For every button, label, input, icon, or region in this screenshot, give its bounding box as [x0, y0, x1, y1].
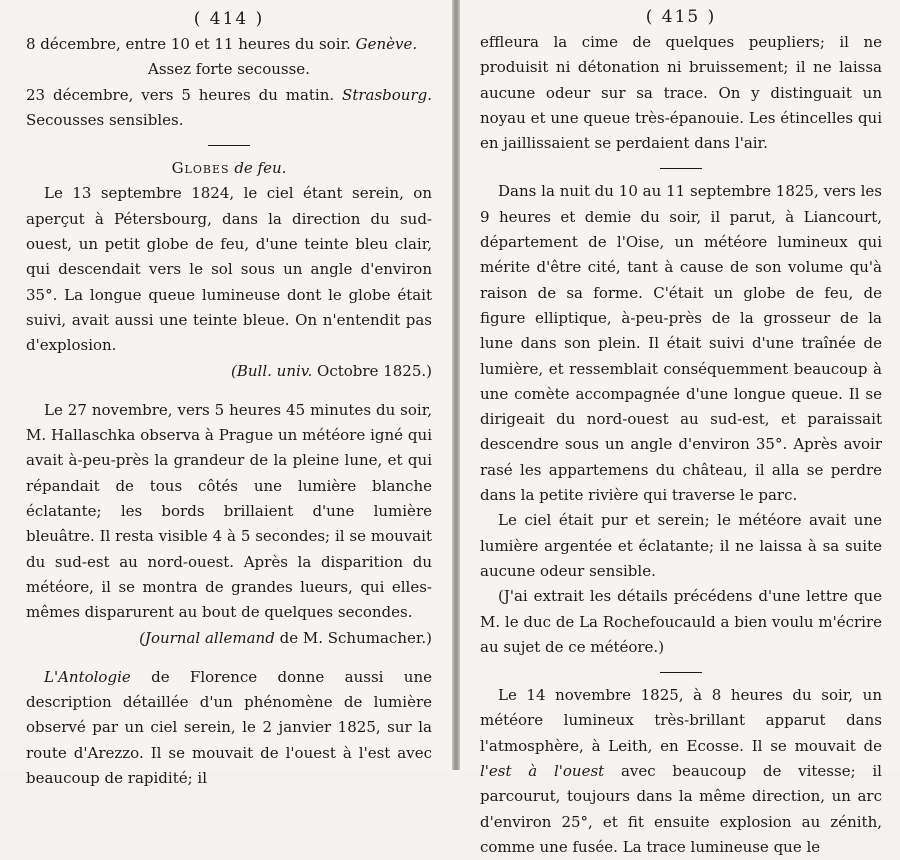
entry-geneve — [26, 32, 432, 57]
section-title — [26, 156, 432, 181]
section-title-smallcaps: Globes — [171, 159, 230, 178]
left-paragraph-3-text: de Florence donne aussi une description détaillée d'un phénomène de lumière observé par un ciel serein, le 2 janvier 1825, sur la route d'Arezzo. Il se mouvait de l'ouest à l'est avec beaucoup de rapidité; il — [26, 667, 432, 788]
entry-geneve-continued: Assez forte secousse. — [148, 60, 310, 79]
left-paragraph-1: Le 13 septembre 1824, le ciel étant serein, on aperçut à Pétersbourg, dans la direction du sud-ouest, un petit globe de feu, d'une teinte bleu clair, qui descendait vers le sol sous un angle d'environ 35°. La longue queue lumineuse dont le globe était suivi, avait aussi une teinte bleue. On n'entendit pas d'explosion. — [26, 184, 432, 355]
citation-2 — [26, 626, 432, 651]
left-paragraph-3 — [26, 665, 432, 791]
page-number-right: ( 415 ) — [645, 7, 717, 27]
entry-strasbourg-place: Strasbourg. — [342, 85, 432, 104]
right-paragraph-5-start: Le 14 novembre 1825, à 8 heures du soir, un météore lumineux très-brillant apparut dans l'atmosphère, à Leith, en Ecosse. Il se mouvait de — [480, 686, 882, 755]
section-divider — [660, 672, 702, 673]
right-paragraph-5 — [480, 683, 882, 860]
right-paragraph-5-end: avec beaucoup de vitesse; il parcourut, toujours dans la même direction, un arc d'environ 25°, et fit ensuite explosion au zénith, comme une fusée. La trace lumineuse que le — [480, 762, 882, 856]
left-page — [0, 0, 452, 788]
right-paragraph-5-mid: à — [528, 762, 538, 781]
citation-1-date: Octobre 1825.) — [317, 361, 432, 380]
right-paragraph-3: Le ciel était pur et serein; le météore avait une lumière argentée et éclatante; il ne laissa à sa suite aucune odeur sensible. — [480, 511, 882, 580]
section-divider — [660, 168, 702, 169]
entry-geneve-text: 8 décembre, entre 10 et 11 heures du soir. — [26, 35, 351, 53]
right-paragraph-5-ouest: l'ouest — [553, 762, 605, 781]
entry-geneve-place: Genève. — [355, 35, 418, 53]
entry-strasbourg — [26, 83, 432, 134]
spacer — [26, 384, 432, 398]
right-page — [460, 0, 900, 856]
page-number-left: ( 414 ) — [193, 9, 265, 29]
citation-1 — [26, 359, 432, 384]
left-paragraph-3-source: L'Antologie — [44, 667, 131, 686]
entry-strasbourg-text: 23 décembre, vers 5 heures du matin. — [26, 85, 335, 104]
spacer — [26, 651, 432, 665]
right-paragraph-1: effleura la cime de quelques peupliers; il ne produisit ni détonation ni bruissement; il ne laissa aucune odeur sur sa trace. On y distinguait un noyau et une queue très-épanouie. Les étincelles qui en jaillissaient se perdaient dans l'air. — [480, 33, 882, 153]
section-divider — [208, 145, 250, 146]
book-gutter — [452, 0, 460, 770]
citation-2-source: (Journal allemand — [139, 628, 275, 647]
right-paragraph-5-est: l'est — [480, 762, 512, 781]
left-paragraph-2: Le 27 novembre, vers 5 heures 45 minutes du soir, M. Hallaschka observa à Prague un météore igné qui avait à-peu-près la grandeur de la pleine lune, et qui répandait de tous côtés une lumière blanche éclatante; les bords brillaient d'une lumière bleuâtre. Il resta visible 4 à 5 secondes; il se mouvait du sud-est au nord-ouest. Après la disparition du météore, il se montra de grandes lueurs, qui elles-mêmes disparurent au bout de quelques secondes. — [26, 400, 432, 622]
section-title-italic: de feu. — [234, 159, 287, 178]
citation-2-author: de M. Schumacher.) — [279, 628, 432, 647]
citation-1-source: (Bull. univ. — [231, 361, 313, 380]
right-paragraph-2: Dans la nuit du 10 au 11 septembre 1825, vers les 9 heures et demie du soir, il parut, à Liancourt, département de l'Oise, un météore lumineux qui mérite d'être cité, tant à cause de son volume qu'à raison de sa forme. C'était un globe de feu, de figure elliptique, à-peu-près de la grosseur de la lune dans son plein. Il était suivi d'une traînée de lumière, et ressemblait conséquemment beaucoup à une comète accompagnée d'une longue queue. Il se dirigeait du nord-ouest au sud-est, et paraissait descendre sous un angle d'environ 35°. Après avoir rasé les appartemens du château, il alla se perdre dans la petite rivière qui traverse le parc. — [480, 182, 882, 505]
right-paragraph-4: (J'ai extrait les détails précédens d'une lettre que M. le duc de La Rochefoucauld a bien voulu m'écrire au sujet de ce météore.) — [480, 587, 882, 656]
entry-strasbourg-continued: Secousses sensibles. — [26, 110, 184, 129]
